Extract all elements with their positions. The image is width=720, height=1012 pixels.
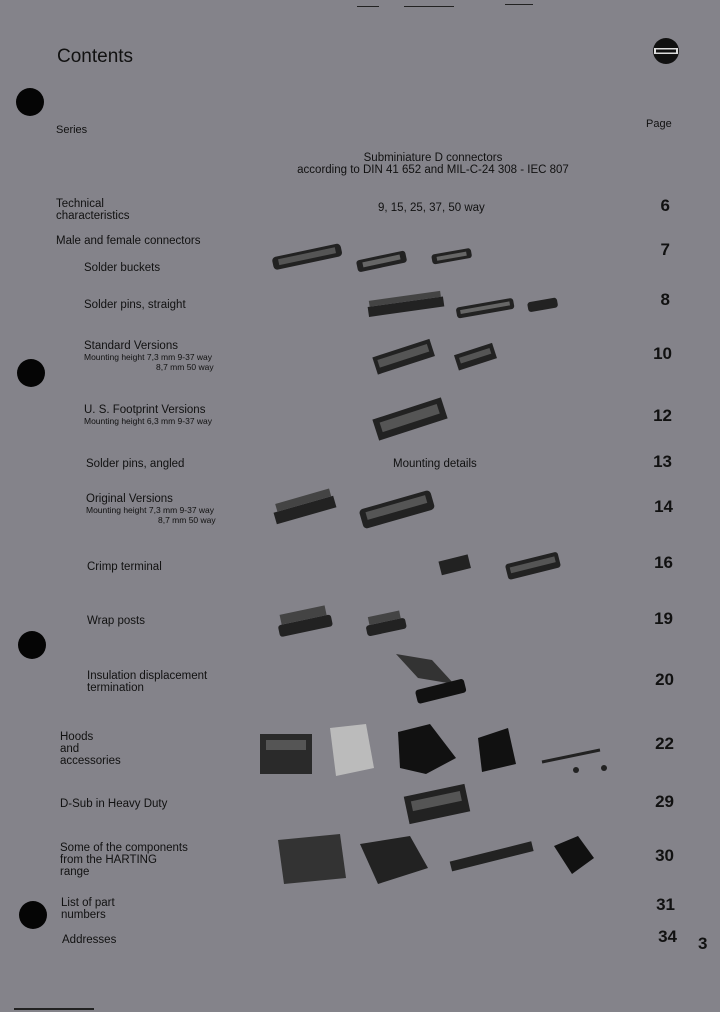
toc-entry-technical[interactable] (56, 198, 130, 222)
page-number[interactable]: 14 (654, 497, 673, 516)
toc-entry-addresses[interactable]: Addresses (62, 934, 117, 946)
toc-entry-wrap-posts[interactable]: Wrap posts (87, 615, 145, 627)
folio-number: 3 (698, 934, 708, 953)
toc-label: range (60, 866, 90, 878)
toc-note: 9, 15, 25, 37, 50 way (378, 202, 485, 214)
connector-icon (392, 650, 470, 708)
page-number[interactable]: 30 (655, 846, 674, 865)
toc-sublabel: Mounting height 7,3 mm 9-37 way (84, 352, 213, 362)
toc-label: termination (87, 682, 144, 694)
intro-line-2: according to DIN 41 652 and MIL-C-24 308 - IEC 807 (297, 164, 569, 176)
page-number[interactable]: 7 (660, 240, 670, 259)
punch-hole (19, 901, 47, 929)
connector-icon (368, 394, 452, 444)
toc-entry-solder-buckets[interactable]: Solder buckets (84, 262, 161, 274)
toc-label: Hoods (60, 731, 94, 743)
page-number[interactable]: 12 (653, 406, 672, 425)
toc-label: characteristics (56, 210, 130, 222)
toc-label: U. S. Footprint Versions (84, 404, 206, 416)
toc-entry-components[interactable] (60, 842, 188, 878)
page-number[interactable]: 8 (660, 290, 670, 309)
connector-icon (274, 828, 604, 888)
toc-entry-original-versions[interactable] (86, 493, 216, 525)
toc-label: from the HARTING (60, 854, 157, 866)
toc-label: and (60, 743, 80, 755)
connector-icon (364, 290, 574, 324)
scan-mark (404, 6, 454, 7)
toc-entry-heavy-duty[interactable]: D-Sub in Heavy Duty (60, 798, 168, 810)
page-number[interactable]: 19 (654, 609, 673, 628)
toc-entry-standard-versions[interactable] (84, 340, 214, 372)
hood-icon (258, 718, 618, 780)
page-header: Page (646, 118, 672, 130)
scan-mark (357, 6, 379, 7)
toc-note: Mounting details (393, 458, 477, 470)
page-number[interactable]: 29 (655, 792, 674, 811)
connector-icon (432, 548, 568, 584)
page-number[interactable]: 10 (653, 344, 672, 363)
connector-icon (402, 782, 472, 826)
page-title: Contents (57, 46, 134, 67)
toc-entry-us-footprint[interactable] (84, 404, 212, 426)
punch-hole (18, 631, 46, 659)
series-header: Series (56, 124, 88, 136)
connector-icon (268, 236, 488, 276)
page-number[interactable]: 34 (658, 927, 677, 946)
toc-sublabel: 8,7 mm 50 way (156, 362, 214, 372)
punch-hole (16, 88, 44, 116)
toc-label: Technical (56, 198, 104, 210)
toc-label: Insulation displacement (87, 670, 208, 682)
toc-sublabel: 8,7 mm 50 way (158, 515, 216, 525)
page-number[interactable]: 22 (655, 734, 674, 753)
toc-sublabel: Mounting height 7,3 mm 9-37 way (86, 505, 215, 515)
page-number[interactable]: 13 (653, 452, 672, 471)
toc-section-male-female: Male and female connectors (56, 235, 201, 247)
scan-mark (14, 1008, 94, 1010)
toc-entry-solder-pins-straight[interactable]: Solder pins, straight (84, 299, 186, 311)
punch-hole (17, 359, 45, 387)
intro-line-1: Subminiature D connectors (363, 152, 503, 164)
toc-label: Standard Versions (84, 340, 178, 352)
page-number[interactable]: 16 (654, 553, 673, 572)
page-number[interactable]: 31 (656, 895, 675, 914)
scan-mark (505, 4, 533, 5)
page-number[interactable]: 6 (660, 196, 670, 215)
intro-text (270, 152, 596, 176)
connector-icon (274, 604, 424, 644)
toc-label: accessories (60, 755, 121, 767)
toc-entry-part-numbers[interactable] (61, 897, 115, 921)
toc-label: numbers (61, 909, 106, 921)
toc-label: Some of the components (60, 842, 188, 854)
page-number[interactable]: 20 (655, 670, 674, 689)
toc-sublabel: Mounting height 6,3 mm 9-37 way (84, 416, 213, 426)
toc-entry-hoods[interactable] (60, 731, 121, 767)
toc-entry-solder-pins-angled[interactable]: Solder pins, angled (86, 458, 185, 470)
harting-logo-icon (652, 37, 680, 65)
toc-label: List of part (61, 897, 115, 909)
toc-entry-crimp-terminal[interactable]: Crimp terminal (87, 561, 162, 573)
connector-icon (368, 334, 508, 382)
toc-label: Original Versions (86, 493, 173, 505)
toc-entry-idc[interactable] (87, 670, 207, 694)
connector-icon (270, 486, 440, 534)
